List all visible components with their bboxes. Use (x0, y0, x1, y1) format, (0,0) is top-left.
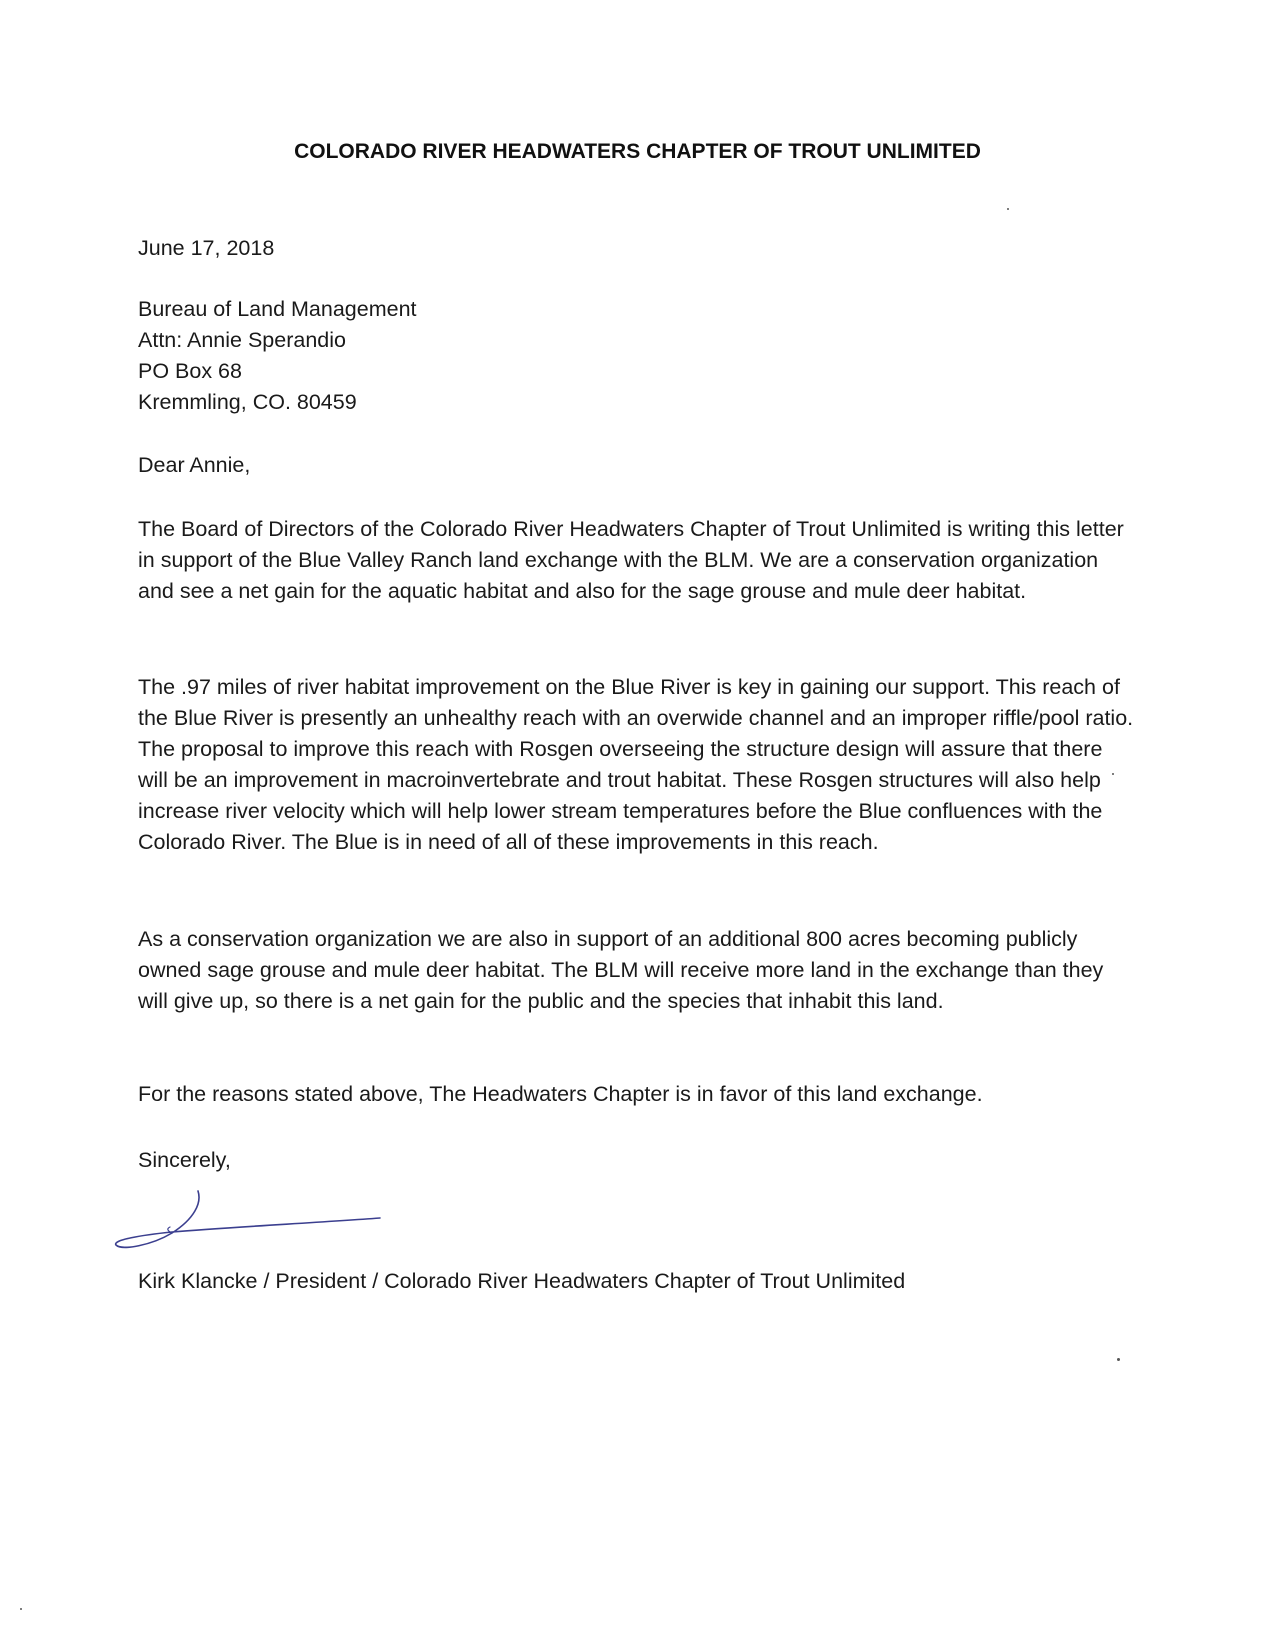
address-line: Bureau of Land Management (138, 297, 417, 321)
address-line: Attn: Annie Sperandio (138, 328, 346, 352)
body-paragraph: The .97 miles of river habitat improvement on the Blue River is key in gaining our support. This reach of the Blue River is presently an unhealthy reach with an overwide channel and an improper riffle/pool ratio. The proposal to improve this reach with Rosgen overseeing the structure design will assure that there will be an improvement in macroinvertebrate and trout habitat. These Rosgen structures will also help increase river velocity which will help lower stream temperatures before the Blue confluences with the Colorado River. The Blue is in need of all of these improvements in this reach. (138, 675, 1134, 854)
scan-speck (1117, 1358, 1120, 1361)
handwritten-signature (112, 1185, 402, 1265)
address-line: Kremmling, CO. 80459 (138, 390, 357, 414)
scan-speck (1007, 208, 1009, 210)
letterhead-title: COLORADO RIVER HEADWATERS CHAPTER OF TROUT UNLIMITED (294, 140, 981, 163)
body-paragraph: The Board of Directors of the Colorado River Headwaters Chapter of Trout Unlimited is writing this letter in support of the Blue Valley Ranch land exchange with the BLM. We are a conservation organization and see a net gain for the aquatic habitat and also for the sage grouse and mule deer habitat. (138, 517, 1124, 603)
closing: Sincerely, (138, 1148, 231, 1172)
body-paragraph: As a conservation organization we are also in support of an additional 800 acres becoming publicly owned sage grouse and mule deer habitat. The BLM will receive more land in the exchange than they will give up, so there is a net gain for the public and the species that inhabit this land. (138, 927, 1104, 1013)
scan-speck (20, 1608, 22, 1610)
signer-line: Kirk Klancke / President / Colorado River Headwaters Chapter of Trout Unlimited (138, 1269, 906, 1293)
scan-speck (1112, 773, 1114, 775)
body-paragraph: For the reasons stated above, The Headwaters Chapter is in favor of this land exchange. (138, 1082, 983, 1106)
salutation: Dear Annie, (138, 453, 251, 477)
letter-date: June 17, 2018 (138, 236, 275, 260)
address-line: PO Box 68 (138, 359, 242, 383)
recipient-address (138, 294, 1138, 418)
